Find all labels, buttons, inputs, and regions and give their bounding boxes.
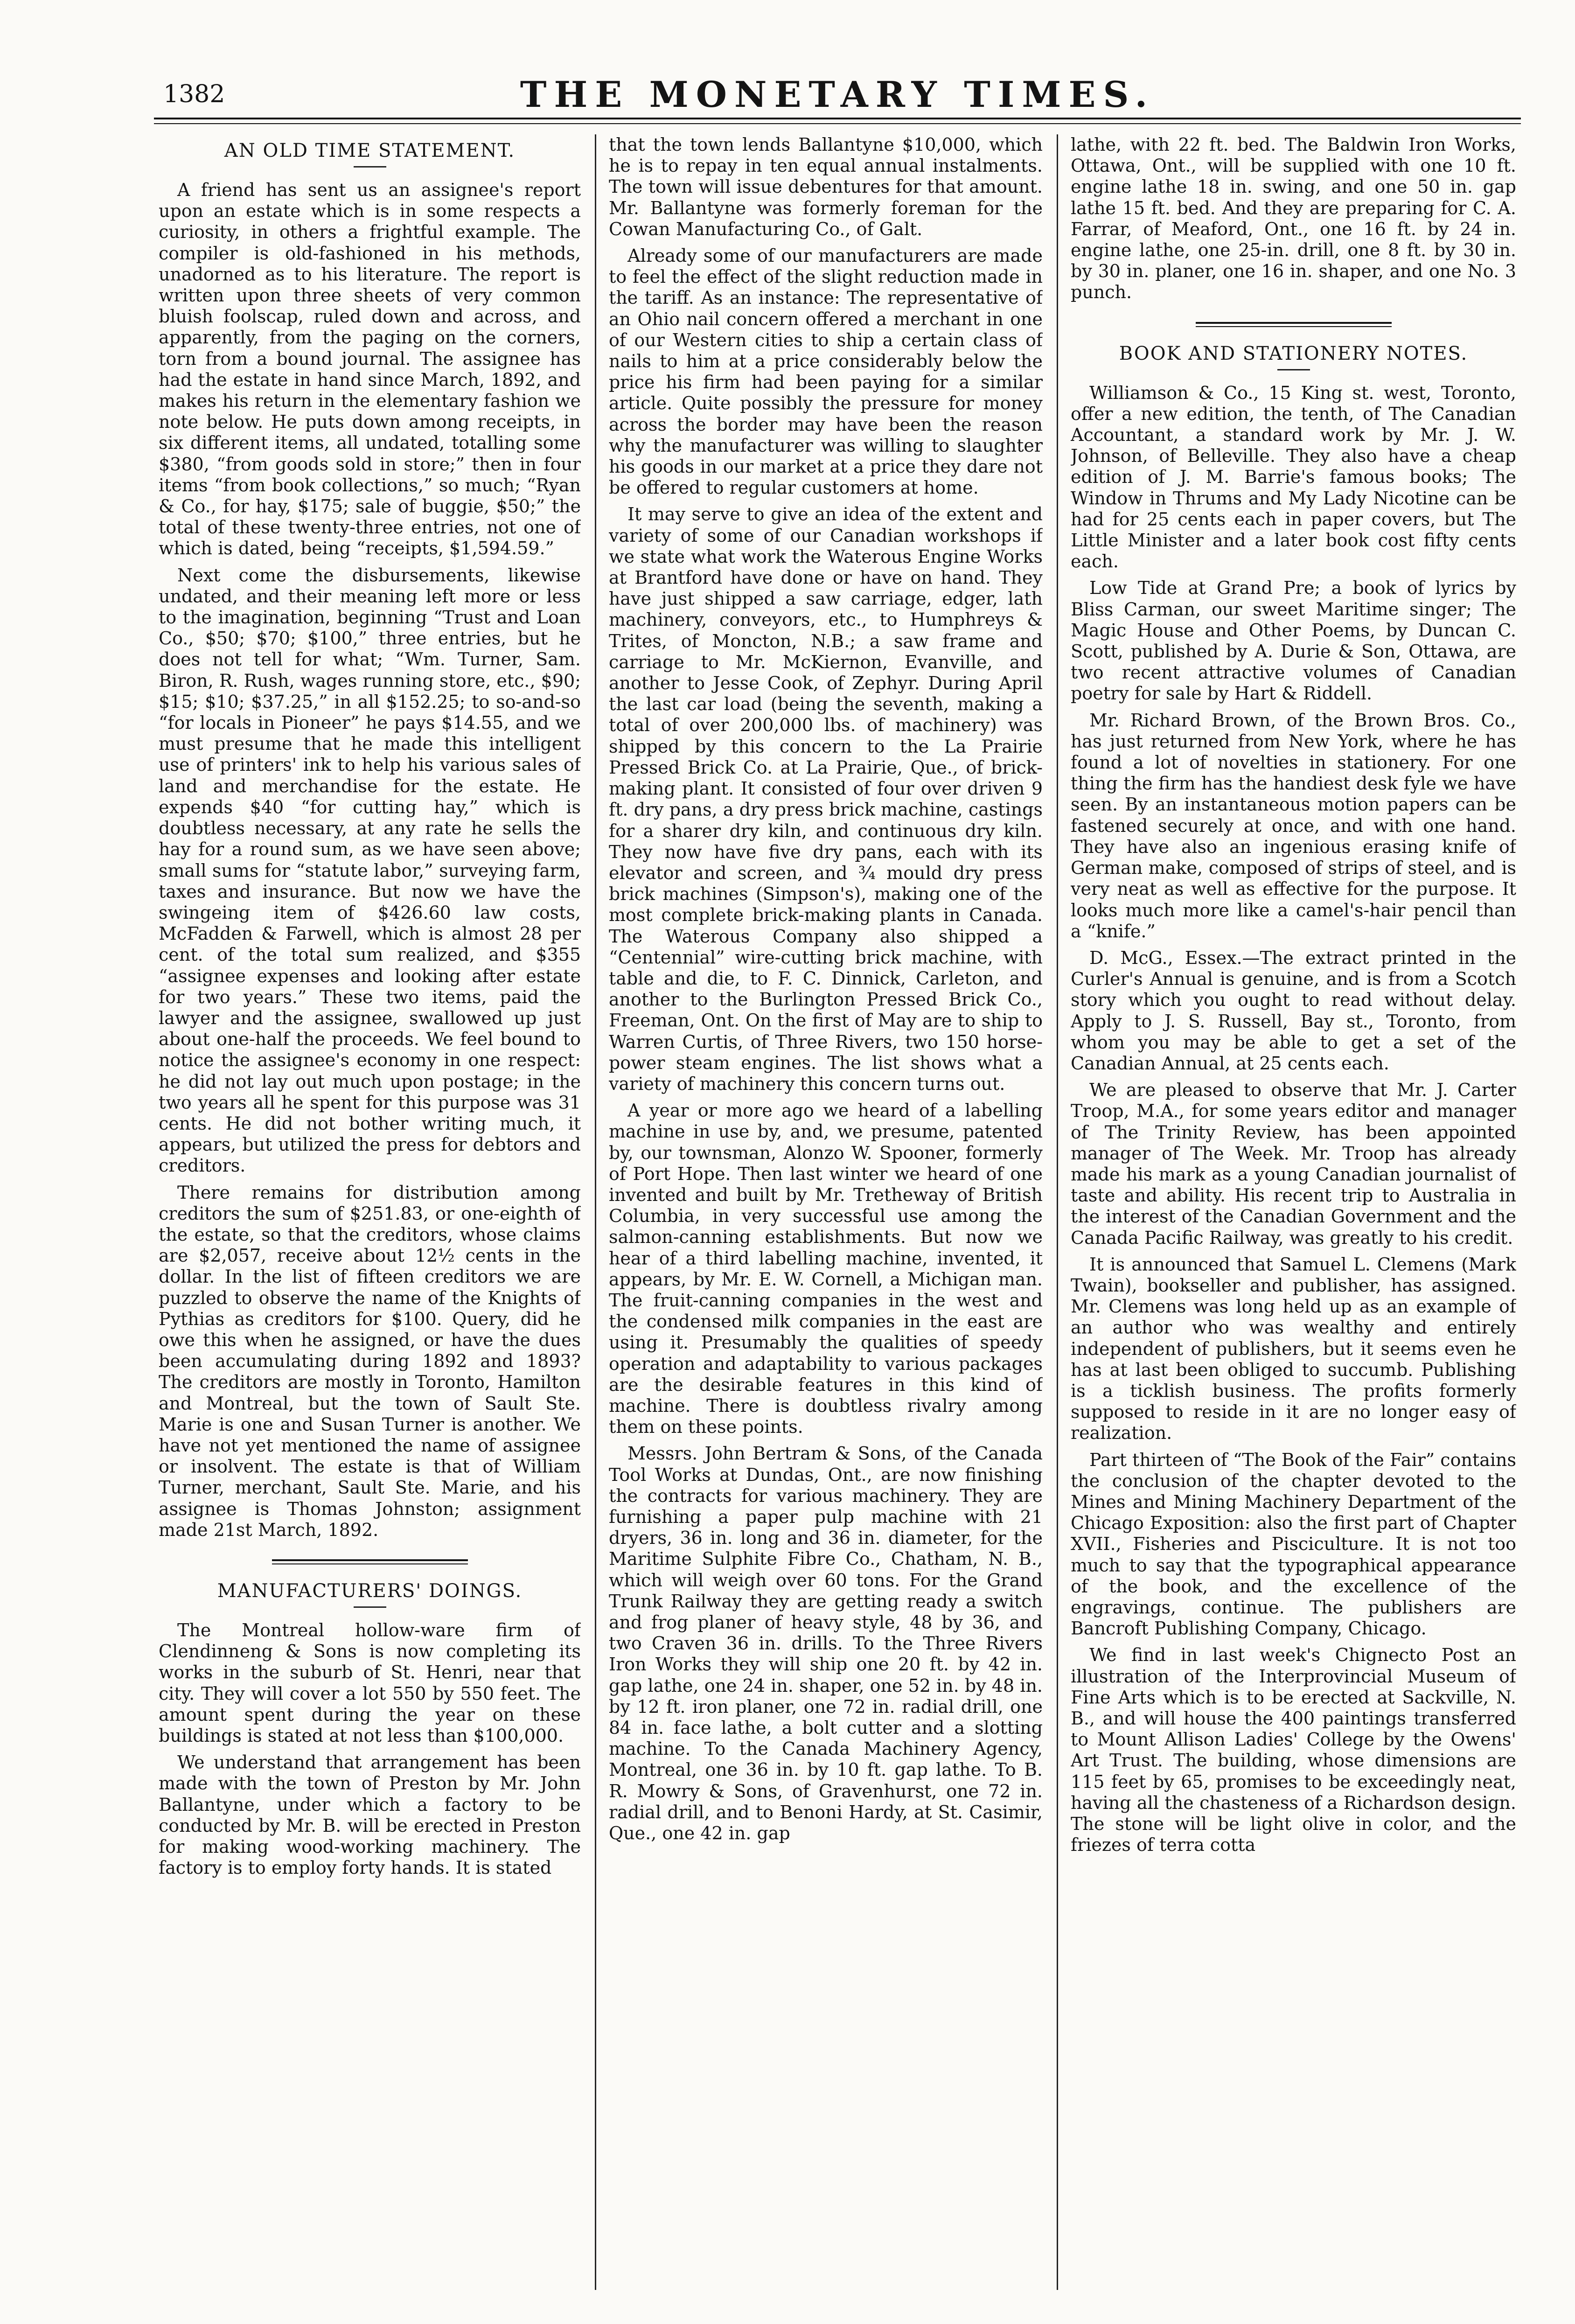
paragraph: Already some of our manufacturers are made to feel the effect of the slight reduction made in the tariff. As an instance: The representative of an Ohio nail concern offered a merchant in one of our Western cities to ship a certain class of nails to him at a price considerably below the price his firm had been paying for a similar article. Quite possibly the pressure for money across the border may have been the reason why the manufacturer was willing to slaughter his goods in our market at a price they dare not be offered to regular customers at home. — [609, 245, 1043, 498]
paragraph: The Montreal hollow-ware firm of Clendinneng & Sons is now completing its works in the suburb of St. Henri, near that city. They will cover a lot 550 by 550 feet. The amount spent during the year on these buildings is stated at not less than $100,000. — [159, 1620, 581, 1746]
article-title-manufacturers-doings: MANUFACTURERS' DOINGS. — [217, 1580, 523, 1602]
article-title-old-time-statement: AN OLD TIME STATEMENT. — [224, 140, 516, 161]
columns — [154, 134, 1521, 2290]
paragraph: We are pleased to observe that Mr. J. Carter Troop, M.A., for some years editor and manager of The Trinity Review, has been appointed manager of The Week. Mr. Troop has already made his mark as a young Canadian journalist of taste and ability. His recent trip to Australia in the interest of the Canadian Government and the Canada Pacific Railway, was greatly to his credit. — [1071, 1080, 1516, 1248]
column-1 — [159, 134, 581, 2290]
paragraph: There remains for distribution among creditors the sum of $251.83, or one-eighth of the estate, so that the creditors, whose claims are $2,057, receive about 12½ cents in the dollar. In the list of fifteen creditors we are puzzled to observe the name of the Knights of Pythias as creditors for $100. Query, did he owe this when he assigned, or have the dues been accumulating during 1892 and 1893? The creditors are mostly in Toronto, Hamilton and Montreal, but the town of Sault Ste. Marie is one and Susan Turner is another. We have not yet mentioned the name of assignee or insolvent. The estate is that of William Turner, merchant, Sault Ste. Marie, and his assignee is Thomas Johnston; assignment made 21st March, 1892. — [159, 1182, 581, 1540]
column-divider — [595, 134, 596, 2290]
paragraph: Mr. Richard Brown, of the Brown Bros. Co., has just returned from New York, where he has found a lot of novelties in stationery. For one thing the firm has the handiest desk fyle we have seen. By an instantaneous motion papers can be fastened securely at once, and with one hand. They have also an ingenious erasing knife of German make, composed of strips of steel, and is very neat as well as effective for the purpose. It looks much more like a camel's-hair pencil than a “knife.” — [1071, 710, 1516, 942]
page-number: 1382 — [163, 80, 225, 108]
title-rule — [1277, 369, 1310, 370]
paragraph: Part thirteen of “The Book of the Fair” contains the conclusion of the chapter devoted to the Mines and Mining Machinery Department of the Chicago Exposition: also the first part of Chapter XVII., Fisheries and Pisciculture. It is not too much to say that the typographical appearance of the book, and the excellence of the engravings, continue. The publishers are Bancroft Publishing Company, Chicago. — [1071, 1449, 1516, 1639]
paragraph: We understand that arrangement has been made with the town of Preston by Mr. John Ballantyne, under which a factory to be conducted by Mr. B. will be erected in Preston for making wood-working machinery. The factory is to employ forty hands. It is stated — [159, 1752, 581, 1878]
newspaper-page — [154, 70, 1521, 2300]
paragraph: A year or more ago we heard of a labelling machine in use by, and, we presume, patented by, our townsman, Alonzo W. Spooner, formerly of Port Hope. Then last winter we heard of one invented and built by Mr. Tretheway of British Columbia, in very successful use among the salmon-canning establishments. But now we hear of a third labelling machine, invented, it appears, by Mr. E. W. Cornell, a Michigan man. The fruit-canning companies in the west and the condensed milk companies in the east are using it. Presumably the qualities of speedy operation and adaptability to various packages are the desirable features in this kind of machine. There is doubtless rivalry among them on these points. — [609, 1100, 1043, 1438]
paragraph: We find in last week's Chignecto Post an illustration of the Interprovincial Museum of Fine Arts which is to be erected at Sackville, N. B., and will house the 400 paintings transferred to Mount Allison Ladies' College by the Owens' Art Trust. The building, whose dimensions are 115 feet by 65, promises to be exceedingly neat, having all the chasteness of a Richardson design. The stone will be light olive in color, and the friezes of terra cotta — [1071, 1645, 1516, 1856]
paragraph: It is announced that Samuel L. Clemens (Mark Twain), bookseller and publisher, has assigned. Mr. Clemens was long held up as an example of an author who was wealthy and entirely independent of publishers, but it seems even he has at last been obliged to succumb. Publishing is a ticklish business. The profits formerly supposed to reside in it are no longer easy of realization. — [1071, 1254, 1516, 1444]
paragraph: lathe, with 22 ft. bed. The Baldwin Iron Works, Ottawa, Ont., will be supplied with one 10 ft. engine lathe 18 in. swing, and one 50 in. gap lathe 15 ft. bed. And they are preparing for C. A. Farrar, of Meaford, Ont., one 16 ft. by 24 in. engine lathe, one 25-in. drill, one 8 ft. by 30 in. by 30 in. planer, one 16 in. shaper, and one No. 3 punch. — [1071, 134, 1516, 303]
page-header — [154, 70, 1521, 126]
paragraph: It may serve to give an idea of the extent and variety of some of our Canadian workshops if we state what work the Waterous Engine Works at Brantford have done or have on hand. They have just shipped a saw carriage, edger, lath machinery, conveyors, etc., to Humphreys & Trites, of Moncton, N.B.; a saw frame and carriage to Mr. McKiernon, Evanville, and another to Jesse Cook, of Zephyr. During April the last car load (being the seventh, making a total of over 200,000 lbs. of machinery) was shipped by this concern to the La Prairie Pressed Brick Co. at La Prairie, Que., of brick-making plant. It consisted of four over driven 9 ft. dry pans, a dry press brick machine, castings for a sharer dry kiln, and continuous dry kiln. They now have five dry pans, each with its elevator and screen, and ¾ mould dry press brick machines (Simpson's), making one of the most complete brick-making plants in Canada. The Waterous Company also shipped a “Centennial” wire-cutting brick machine, with table and die, to F. C. Dinnick, Carleton, and another to the Burlington Pressed Brick Co., Freeman, Ont. On the first of May are to ship to Warren Curtis, of Three Rivers, two 150 horse-power steam engines. The list shows what a variety of machinery this concern turns out. — [609, 504, 1043, 1094]
paragraph: D. McG., Essex.—The extract printed in the Curler's Annual is genuine, and is from a Scotch story which you ought to read without delay. Apply to J. S. Russell, Bay st., Toronto, from whom you may be able to get a set of the Canadian Annual, at 25 cents each. — [1071, 947, 1516, 1074]
title-rule — [354, 166, 386, 167]
section-rule — [1196, 322, 1392, 327]
paragraph: A friend has sent us an assignee's report upon an estate which is in some respects a curiosity, in others a frightful example. The compiler is old-fashioned in his methods, unadorned as to his literature. The report is written upon three sheets of very common bluish foolscap, ruled down and across, and apparently, from the paging on the corners, torn from a bound journal. The assignee has had the estate in hand since March, 1892, and makes his return in the elementary fashion we note below. He puts down among receipts, in six different items, all undated, totalling some $380, “from goods sold in store;” then in four items “from book collections,” so much; “Ryan & Co., for hay, $175; sale of buggie, $50;” the total of these twenty-three entries, not one of which is dated, being “receipts, $1,594.59.” — [159, 180, 581, 559]
article-title-book-and-stationery-notes: BOOK AND STATIONERY NOTES. — [1119, 342, 1468, 364]
header-rule-thin — [154, 123, 1521, 124]
paragraph: Messrs. John Bertram & Sons, of the Canada Tool Works at Dundas, Ont., are now finishing the contracts for various machinery. They are furnishing a paper pulp machine with 21 dryers, 36 in. long and 36 in. diameter, for the Maritime Sulphite Fibre Co., Chatham, N. B., which will weigh over 60 tons. For the Grand Trunk Railway they are getting ready a switch and frog planer of heavy style, 48 by 36, and two Craven 36 in. drills. To the Three Rivers Iron Works they will ship one 20 ft. by 42 in. gap lathe, one 24 in. shaper, one 52 in. by 48 in. by 12 ft. iron planer, one 72 in. radial drill, one 84 in. face lathe, a bolt cutter and a slotting machine. To the Canada Machinery Agency, Montreal, one 36 in. by 10 ft. gap lathe. To B. R. Mowry & Sons, of Gravenhurst, one 72 in. radial drill, and to Benoni Hardy, at St. Casimir, Que., one 42 in. gap — [609, 1443, 1043, 1844]
paragraph: that the town lends Ballantyne $10,000, which he is to repay in ten equal annual instalments. The town will issue debentures for that amount. Mr. Ballantyne was formerly foreman for the Cowan Manufacturing Co., of Galt. — [609, 134, 1043, 239]
header-rule — [154, 118, 1521, 119]
column-2 — [609, 134, 1043, 2290]
section-rule — [272, 1559, 468, 1564]
column-3 — [1071, 134, 1516, 2290]
masthead-title: THE MONETARY TIMES. — [520, 74, 1155, 115]
paragraph: Williamson & Co., 15 King st. west, Toronto, offer a new edition, the tenth, of The Canadian Accountant, a standard work by Mr. J. W. Johnson, of Belleville. They also have a cheap edition of J. M. Barrie's famous books; The Window in Thrums and My Lady Nicotine can be had for 25 cents each in paper covers, but The Little Minister and a later book cost fifty cents each. — [1071, 382, 1516, 572]
title-rule — [354, 1606, 386, 1608]
paragraph: Low Tide at Grand Pre; a book of lyrics by Bliss Carman, our sweet Maritime singer; The Magic House and Other Poems, by Duncan C. Scott, published by A. Durie & Son, Ottawa, are two recent attractive volumes of Canadian poetry for sale by Hart & Riddell. — [1071, 578, 1516, 704]
paragraph: Next come the disbursements, likewise undated, and their meaning left more or less to the imagination, beginning “Trust and Loan Co., $50; $70; $100,” three entries, but he does not tell for what; “Wm. Turner, Sam. Biron, R. Rush, wages running store, etc., $90; $15; $10; $37.25,” in all $152.25; to so-and-so “for locals in Pioneer” he pays $14.55, and we must presume that he made this intelligent use of printers' ink to help his various sales of land and merchandise for the estate. He expends $40 “for cutting hay,” which is doubtless necessary, at any rate he sells the hay for a round sum, as we have seen above; small sums for “statute labor,” surveying farm, taxes and insurance. But now we have the swingeing item of $426.60 law costs, McFadden & Farwell, which is almost 28 per cent. of the total sum realized, and $355 “assignee expenses and looking after estate for two years.” These two items, paid the lawyer and the assignee, swallowed up just about one-half the proceeds. We feel bound to notice the assignee's economy in one respect: he did not lay out much upon postage; in the two years all he spent for this purpose was 31 cents. He did not bother writing much, it appears, but utilized the press for debtors and creditors. — [159, 565, 581, 1176]
column-divider — [1057, 134, 1058, 2290]
